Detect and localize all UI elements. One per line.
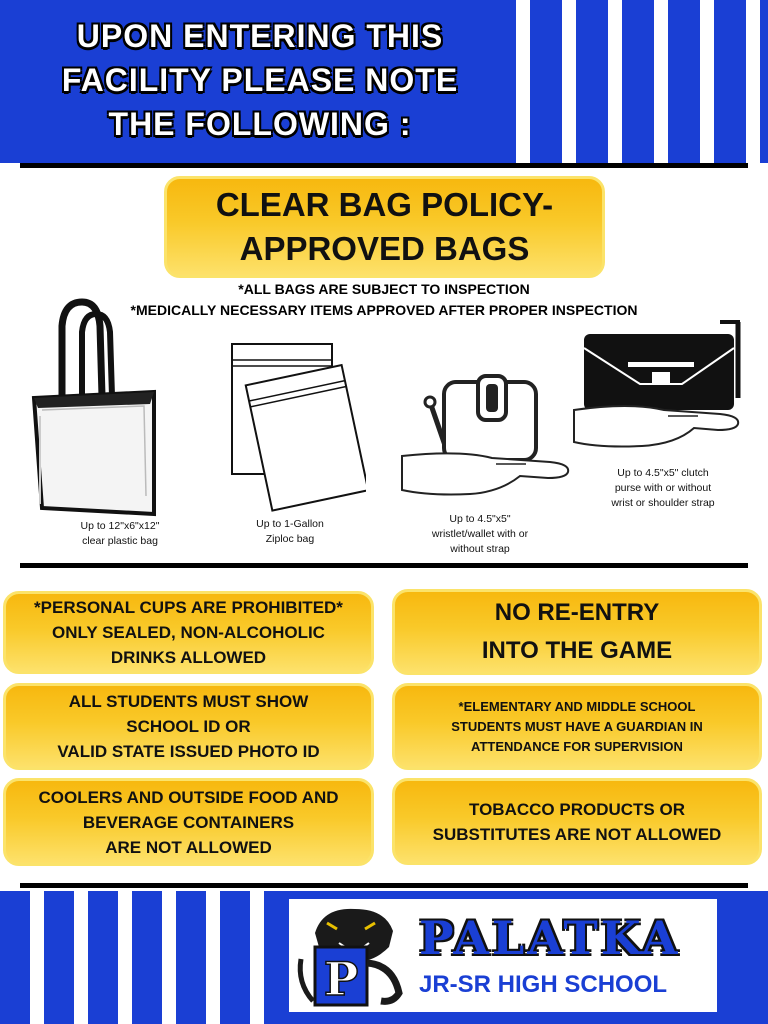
reentry-line-2: INTO THE GAME xyxy=(481,637,673,664)
guardian-rule xyxy=(392,683,762,770)
clutch-caption-line-1: Up to 4.5"x5" clutch xyxy=(617,467,709,479)
clutch-caption-line-2: purse with or without xyxy=(614,482,712,494)
policy-title-line-2: APPROVED BAGS xyxy=(239,230,530,267)
logo-letter: P xyxy=(323,952,359,1006)
tote-caption xyxy=(60,519,180,549)
coolers-line-3: ARE NOT ALLOWED xyxy=(105,837,272,857)
cups-line-3: DRINKS ALLOWED xyxy=(110,648,267,667)
reentry-line-1: NO RE-ENTRY xyxy=(494,599,660,626)
wristlet-caption-line-2: wristlet/wallet with or xyxy=(431,528,529,540)
guardian-line-1: *ELEMENTARY AND MIDDLE SCHOOL xyxy=(458,698,696,714)
ziploc-caption-line-2: Ziploc bag xyxy=(265,533,315,545)
header-title-line-2: FACILITY PLEASE NOTE xyxy=(61,62,459,98)
school-name: PALATKA xyxy=(419,911,681,965)
ziploc-caption xyxy=(240,517,340,547)
divider-top xyxy=(20,163,748,168)
ziploc-bag-icon xyxy=(226,338,366,513)
header-stripes xyxy=(516,0,768,163)
tote-caption-line-2: clear plastic bag xyxy=(82,535,158,547)
header-title-line-3: THE FOLLOWING : xyxy=(108,106,412,142)
inspection-note: *ALL BAGS ARE SUBJECT TO INSPECTION xyxy=(238,281,530,297)
clear-tote-bag-icon xyxy=(24,296,164,526)
tobacco-rule xyxy=(392,778,762,865)
ziploc-caption-line-1: Up to 1-Gallon xyxy=(256,518,324,530)
tobacco-line-1: TOBACCO PRODUCTS OR xyxy=(469,799,685,819)
panther-mascot-icon xyxy=(293,903,415,1009)
footer-banner xyxy=(0,891,768,1024)
header-banner xyxy=(0,0,768,163)
students-line-2: SCHOOL ID OR xyxy=(126,717,251,736)
wristlet-caption-line-1: Up to 4.5"x5" xyxy=(449,513,511,525)
divider-middle xyxy=(20,563,748,568)
header-title xyxy=(10,14,510,146)
coolers-rule xyxy=(3,778,374,866)
tobacco-line-2: SUBSTITUTES ARE NOT ALLOWED xyxy=(432,824,722,844)
wristlet-hand-icon xyxy=(400,372,575,510)
cups-line-1: *PERSONAL CUPS ARE PROHIBITED* xyxy=(34,598,343,617)
clear-bag-policy-title xyxy=(164,176,605,278)
cups-line-2: ONLY SEALED, NON-ALCOHOLIC xyxy=(52,623,325,642)
medical-note: *MEDICALLY NECESSARY ITEMS APPROVED AFTER PROPER INSPECTION xyxy=(130,302,638,318)
school-subtitle: JR-SR HIGH SCHOOL xyxy=(419,971,668,998)
no-reentry-rule xyxy=(392,589,762,675)
school-logo xyxy=(289,899,717,1012)
coolers-line-2: BEVERAGE CONTAINERS xyxy=(82,812,295,832)
clutch-hand-icon xyxy=(570,318,750,458)
wristlet-caption xyxy=(415,512,545,557)
students-line-3: VALID STATE ISSUED PHOTO ID xyxy=(57,742,320,761)
students-line-1: ALL STUDENTS MUST SHOW xyxy=(68,692,309,711)
guardian-line-2: STUDENTS MUST HAVE A GUARDIAN IN xyxy=(451,718,703,734)
student-id-rule xyxy=(3,683,374,770)
clutch-caption-line-3: wrist or shoulder strap xyxy=(611,497,715,509)
footer-stripes xyxy=(0,891,288,1024)
tote-caption-line-1: Up to 12"x6"x12" xyxy=(80,520,160,532)
coolers-line-1: COOLERS AND OUTSIDE FOOD AND xyxy=(38,787,339,807)
clutch-caption xyxy=(596,466,730,511)
personal-cups-rule xyxy=(3,591,374,674)
wristlet-caption-line-3: without strap xyxy=(450,543,510,555)
divider-bottom xyxy=(20,883,748,888)
policy-title-line-1: CLEAR BAG POLICY- xyxy=(215,186,554,223)
header-title-line-1: UPON ENTERING THIS xyxy=(76,18,444,54)
guardian-line-3: ATTENDANCE FOR SUPERVISION xyxy=(471,738,683,754)
